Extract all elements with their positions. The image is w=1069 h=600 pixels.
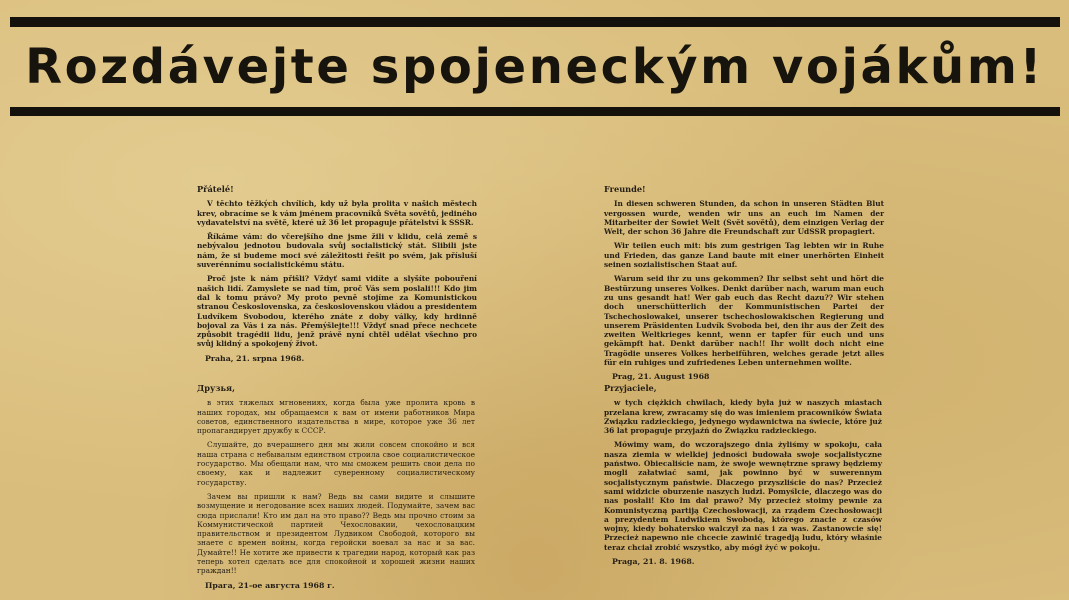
czech-signature: Praha, 21. srpna 1968.: [205, 353, 305, 363]
russian-paragraph: Зачем вы пришли к нам? Ведь вы сами видите и слышите возмущение и негодование всех наших людей. Подумайте, зачем вас сюда прислали! Кто им дал на это право?? Ведь мы прочно стоим за Коммунистической партией Чехословакии, чехословацким правительством и президентом Лудвиком Свободой, которого вы знаете с времен войны, когда геройски воевал за нас и за вас. Думайте!! Не хотите же привести к трагедии народ, который как раз теперь хотел сделать все для спокойной и хорошей жизни наших граждан!!: [197, 491, 475, 576]
german-greeting: Freunde!: [604, 184, 646, 194]
polish-paragraph: w tych ciężkich chwilach, kiedy była już w naszych miastach przelana krew, zwracamy się do was imieniem pracowników Świata Związku radzieckiego, jedynego wydawnictwa na świecie, które już 36 lat propaguje przyjaźń do Związku radzieckiego.: [604, 398, 882, 436]
german-paragraph: Warum seid ihr zu uns gekommen? Ihr selbst seht und hört die Bestürzung unseres Volkes. Denkt darüber nach, warum man euch zu uns gesandt hat! Wer gab euch das Recht dazu?? Wir stehen doch unerschütterlich der Kommunistischen Partei der Tschechoslowakei, unserer tschechoslowakischen Regierung und unserem Präsidenten Ludvík Svoboda bei, den ihr aus der Zeit des zweiten Weltkrieges kennt, wenn er tapfer für euch und uns gekämpft hat. Denkt darüber nach!! Ihr wollt doch nicht eine Tragödie unseres Volkes herbeiführen, welches gerade jetzt alles für ein ruhiges und zufriedenes Leben unternehmen wollte.: [604, 274, 884, 368]
czech-paragraph: Proč jste k nám přišli? Vždyť sami vidíte a slyšíte pobouření našich lidí. Zamyslete se nad tím, proč Vás sem poslali!!! Kdo jim dal k tomu právo? My proto pevně stojíme za Komunistickou stranou Československa, za československou vládou a presidentem Ludvíkem Svobodou, kterého znáte z doby války, kdy hrdinně bojoval za Vás i za nás. Přemýšlejte!!! Vždyť snad přece nechcete způsobit tragédii lidu, jenž právě nyní chtěl udělat všechno pro svůj klidný a spokojený život.: [197, 274, 477, 349]
czech-paragraph: V těchto těžkých chvílích, kdy už byla prolita v našich městech krev, obracíme se k vám jménem pracovníků Světa sovětů, jediného vydavatelství na světě, které už 36 let propaguje přátelství k SSSR.: [197, 199, 477, 227]
czech-greeting: Přátelé!: [197, 184, 234, 194]
german-paragraph: In diesen schweren Stunden, da schon in unseren Städten Blut vergossen wurde, wenden wir uns an euch im Namen der Mitarbeiter der Sowiet Welt (Svět sovětů), dem einzigen Verlag der Welt, der schon 36 Jahre die Freundschaft zur UdSSR propagiert.: [604, 199, 884, 237]
czech-paragraph: Říkáme vám: do včerejšího dne jsme žili v klidu, celá země s nebývalou jednotou budovala svůj socialistický stát. Slibili jste nám, že si budeme moci své záležitosti řešit po svém, jak přísluší suverénnímu socialistickému státu.: [197, 232, 477, 270]
polish-column: [604, 384, 882, 566]
russian-greeting: Друзья,: [197, 383, 235, 393]
polish-paragraph: Mówimy wam, do wczorajszego dnia żyliśmy w spokoju, cała nasza ziemia w wielkiej jedności budowała swoje socjalistyczne państwo. Obiecaliście nam, że swoje wewnętrzne sprawy będziemy mogli załatwiać sami, jak powinno być w suwerennym socjalistycznym państwie. Dlaczego przyszliście do nas? Przecież sami widzicie oburzenie naszych ludzi. Pomyślcie, dlaczego was do nas posłali! Kto im dał prawo? My przecież stoimy pewnie za Komunistyczną partiją Czechosłowacji, za rządem Czechosłowacji a prezydentem Ludwikiem Swobodą, którego znacie z czasów wojny, kiedy bohatersko walczył za nas i za was. Zastanowcie się! Przecież napewno nie chcecie zawinić tragedją ludu, który właśnie teraz chciał zrobić wszystko, aby mógł żyć w pokoju.: [604, 440, 882, 552]
russian-paragraph: Слушайте, до вчерашнего дня мы жили совсем спокойно и вся наша страна с небывалым единством строила свое социалистическое государство. Мы обещали нам, что мы сможем решить свои дела по своему, как и надлежит суверенному социалистическому государству.: [197, 440, 475, 487]
bottom-rule: [10, 107, 1060, 116]
german-column: [604, 185, 884, 382]
russian-column: [197, 384, 475, 590]
german-signature: Prag, 21. August 1968: [612, 372, 710, 382]
russian-paragraph: в этих тяжелых мгновениях, когда была уже пролита кровь в наших городах, мы обращаемся к вам от имени работников Мира советов, единственного издательства в мире, которое уже 36 лет пропагандирует дружбу к СССР.: [197, 398, 475, 436]
polish-signature: Praga, 21. 8. 1968.: [612, 557, 695, 567]
russian-signature: Прага, 21-ое августа 1968 г.: [205, 580, 335, 590]
german-paragraph: Wir teilen euch mit: bis zum gestrigen Tag lebten wir in Ruhe und Frieden, das ganze Land baute mit einer unerhörten Einheit seinen sozialistischen Staat auf.: [604, 241, 884, 270]
polish-greeting: Przyjaciele,: [604, 383, 657, 393]
top-rule: [10, 17, 1060, 27]
headline: Rozdávejte spojeneckým vojákům!: [25, 39, 1044, 95]
czech-column: [197, 185, 477, 363]
